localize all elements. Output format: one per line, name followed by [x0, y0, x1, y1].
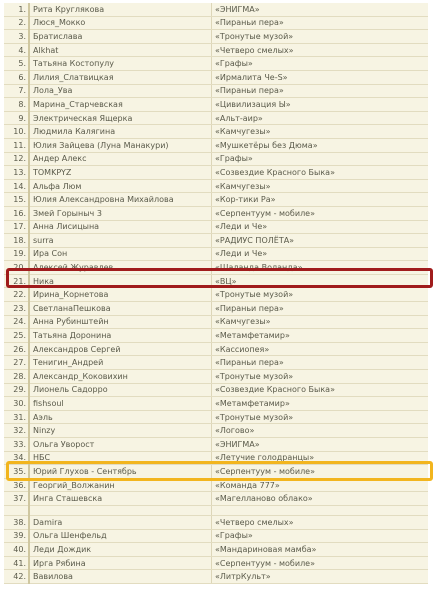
table-row [4, 302, 428, 316]
row-number: 30. [4, 397, 29, 411]
row-number: 25. [4, 329, 29, 343]
row-number: 34. [4, 451, 29, 465]
team-name: «ЭНИГМА» [212, 3, 429, 16]
row-number: 40. [4, 543, 29, 557]
row-number: 21. [4, 274, 29, 288]
participant-name: Юрий Глухов - Сентябрь [29, 465, 212, 479]
team-name: «Леди и Че» [212, 220, 429, 234]
table-row [4, 70, 428, 84]
table-row [4, 261, 428, 275]
team-name: «Альт-аир» [212, 111, 429, 125]
participant-name: Георгий_Волжанин [29, 478, 212, 492]
row-number: 39. [4, 529, 29, 543]
row-number: 37. [4, 492, 29, 506]
team-name: «Метамфетамир» [212, 329, 429, 343]
team-name: «Серпентуум - мобиле» [212, 206, 429, 220]
participant-name: Лилия_Слатвицкая [29, 70, 212, 84]
team-name: «Графы» [212, 529, 429, 543]
table-row [4, 30, 428, 44]
participant-name: Damira [29, 515, 212, 529]
table-row [4, 543, 428, 557]
team-name: «Графы» [212, 152, 429, 166]
table-row [4, 424, 428, 438]
row-number: 33. [4, 438, 29, 452]
participant-name: Вавилова [29, 570, 212, 584]
row-number: 31. [4, 410, 29, 424]
team-name: «Тронутые музой» [212, 288, 429, 302]
team-name: «ЛитрКульт» [212, 570, 429, 584]
table-row [4, 125, 428, 139]
table-row [4, 465, 428, 479]
participant-name: Алексей Журавлев [29, 261, 212, 275]
team-name: «Цивилизация Ы» [212, 98, 429, 112]
table-row [4, 111, 428, 125]
table-row [4, 220, 428, 234]
row-number: 28. [4, 370, 29, 384]
row-number: 22. [4, 288, 29, 302]
table-row [4, 166, 428, 180]
table-row [4, 43, 428, 57]
team-name: «Пираньи пера» [212, 16, 429, 30]
row-number: 17. [4, 220, 29, 234]
row-number: 23. [4, 302, 29, 316]
table-row [4, 410, 428, 424]
participant-name: fishsoul [29, 397, 212, 411]
team-name: «Леди и Че» [212, 247, 429, 261]
participant-name: Братислава [29, 30, 212, 44]
team-name: «Мандариновая мамба» [212, 543, 429, 557]
roster-table [4, 3, 428, 584]
participant-name: Ира Сон [29, 247, 212, 261]
participant-name: Люся_Мокко [29, 16, 212, 30]
row-number: 38. [4, 515, 29, 529]
team-name: «Камчугезы» [212, 125, 429, 139]
team-name: «Созвездие Красного Быка» [212, 383, 429, 397]
row-number: 9. [4, 111, 29, 125]
table-row [4, 57, 428, 71]
team-name: «Пираньи пера» [212, 356, 429, 370]
table-row [4, 342, 428, 356]
team-name: «Серпентуум - мобиле» [212, 556, 429, 570]
row-number: 42. [4, 570, 29, 584]
team-name: «Ирмалита Че-S» [212, 70, 429, 84]
team-name: «Команда 777» [212, 478, 429, 492]
participant-name: Тенигин_Андрей [29, 356, 212, 370]
participant-name: Ольга Уворост [29, 438, 212, 452]
team-name: «Камчугезы» [212, 315, 429, 329]
team-name: «Пираньи пера» [212, 302, 429, 316]
table-row-spacer [4, 505, 428, 515]
table-row [4, 84, 428, 98]
participant-name: Александров Сергей [29, 342, 212, 356]
row-number: 10. [4, 125, 29, 139]
participant-name: Рита Круглякова [29, 3, 212, 16]
row-number: 36. [4, 478, 29, 492]
table-row [4, 288, 428, 302]
roster-sheet [4, 3, 428, 584]
participant-name: Аэль [29, 410, 212, 424]
row-number: 8. [4, 98, 29, 112]
team-name: «Четверо смелых» [212, 43, 429, 57]
team-name: «Мушкетёры без Дюма» [212, 138, 429, 152]
table-row [4, 315, 428, 329]
table-row [4, 492, 428, 506]
participant-name: TOMKPYZ [29, 166, 212, 180]
team-name: «Летучие голодранцы» [212, 451, 429, 465]
team-name: «Логово» [212, 424, 429, 438]
table-row [4, 234, 428, 248]
table-row [4, 515, 428, 529]
table-row [4, 206, 428, 220]
participant-name: Леди Дождик [29, 543, 212, 557]
team-name: «Серпентуум - мобиле» [212, 465, 429, 479]
participant-name: Татьяна Костопулу [29, 57, 212, 71]
row-number: 16. [4, 206, 29, 220]
row-number: 7. [4, 84, 29, 98]
table-row [4, 570, 428, 584]
participant-name: СветланаПешкова [29, 302, 212, 316]
table-row [4, 152, 428, 166]
participant-name: Татьяна Доронина [29, 329, 212, 343]
team-name: «Шаланда Воланда» [212, 261, 429, 275]
team-name: «Кор-тики Ра» [212, 193, 429, 207]
table-row [4, 3, 428, 16]
row-number: 27. [4, 356, 29, 370]
team-name [212, 505, 429, 515]
participant-name: НБС [29, 451, 212, 465]
row-number: 2. [4, 16, 29, 30]
row-number: 20. [4, 261, 29, 275]
table-row [4, 138, 428, 152]
participant-name: Alkhat [29, 43, 212, 57]
row-number: 5. [4, 57, 29, 71]
row-number: 32. [4, 424, 29, 438]
table-row [4, 356, 428, 370]
table-row [4, 370, 428, 384]
row-number: 6. [4, 70, 29, 84]
team-name: «Метамфетамир» [212, 397, 429, 411]
participant-name: Анна Лисицына [29, 220, 212, 234]
team-name: «Пираньи пера» [212, 84, 429, 98]
table-row [4, 179, 428, 193]
participant-name: Альфа Люм [29, 179, 212, 193]
table-row [4, 438, 428, 452]
table-row [4, 274, 428, 288]
participant-name: Ирга Рябина [29, 556, 212, 570]
table-row [4, 451, 428, 465]
team-name: «ВЦ» [212, 274, 429, 288]
participant-name [29, 505, 212, 515]
team-name: «Тронутые музой» [212, 410, 429, 424]
row-number: 11. [4, 138, 29, 152]
row-number: 26. [4, 342, 29, 356]
row-number: 4. [4, 43, 29, 57]
row-number: 18. [4, 234, 29, 248]
participant-name: Змей Горыныч 3 [29, 206, 212, 220]
participant-name: Ninzy [29, 424, 212, 438]
participant-name: Ника [29, 274, 212, 288]
team-name: «Камчугезы» [212, 179, 429, 193]
table-row [4, 478, 428, 492]
table-row [4, 383, 428, 397]
table-row [4, 529, 428, 543]
table-row [4, 556, 428, 570]
table-row [4, 193, 428, 207]
row-number: 29. [4, 383, 29, 397]
table-row [4, 329, 428, 343]
team-name: «Магелланово облако» [212, 492, 429, 506]
row-number: 24. [4, 315, 29, 329]
row-number: 13. [4, 166, 29, 180]
row-number: 41. [4, 556, 29, 570]
row-number [4, 505, 29, 515]
row-number: 12. [4, 152, 29, 166]
participant-name: Юлия Зайцева (Луна Манакури) [29, 138, 212, 152]
row-number: 3. [4, 30, 29, 44]
participant-name: Андер Алекс [29, 152, 212, 166]
participant-name: Лола_Ува [29, 84, 212, 98]
row-number: 14. [4, 179, 29, 193]
row-number: 19. [4, 247, 29, 261]
team-name: «ЭНИГМА» [212, 438, 429, 452]
participant-name: Инга Сташевска [29, 492, 212, 506]
participant-name: Александр_Коковихин [29, 370, 212, 384]
participant-name: Марина_Старчевская [29, 98, 212, 112]
team-name: «РАДИУС ПОЛЁТА» [212, 234, 429, 248]
table-row [4, 16, 428, 30]
team-name: «Четверо смелых» [212, 515, 429, 529]
table-row [4, 247, 428, 261]
team-name: «Тронутые музой» [212, 30, 429, 44]
team-name: «Графы» [212, 57, 429, 71]
participant-name: Лионель Садорро [29, 383, 212, 397]
team-name: «Тронутые музой» [212, 370, 429, 384]
row-number: 1. [4, 3, 29, 16]
row-number: 15. [4, 193, 29, 207]
participant-name: Анна Рубинштейн [29, 315, 212, 329]
team-name: «Кассиопея» [212, 342, 429, 356]
participant-name: Людмила Калягина [29, 125, 212, 139]
participant-name: Ольга Шенфельд [29, 529, 212, 543]
participant-name: Юлия Александровна Михайлова [29, 193, 212, 207]
table-row [4, 397, 428, 411]
participant-name: surra [29, 234, 212, 248]
participant-name: Электрическая Ящерка [29, 111, 212, 125]
table-row [4, 98, 428, 112]
team-name: «Созвездие Красного Быка» [212, 166, 429, 180]
participant-name: Ирина_Корнетова [29, 288, 212, 302]
row-number: 35. [4, 465, 29, 479]
roster-body [4, 3, 428, 583]
